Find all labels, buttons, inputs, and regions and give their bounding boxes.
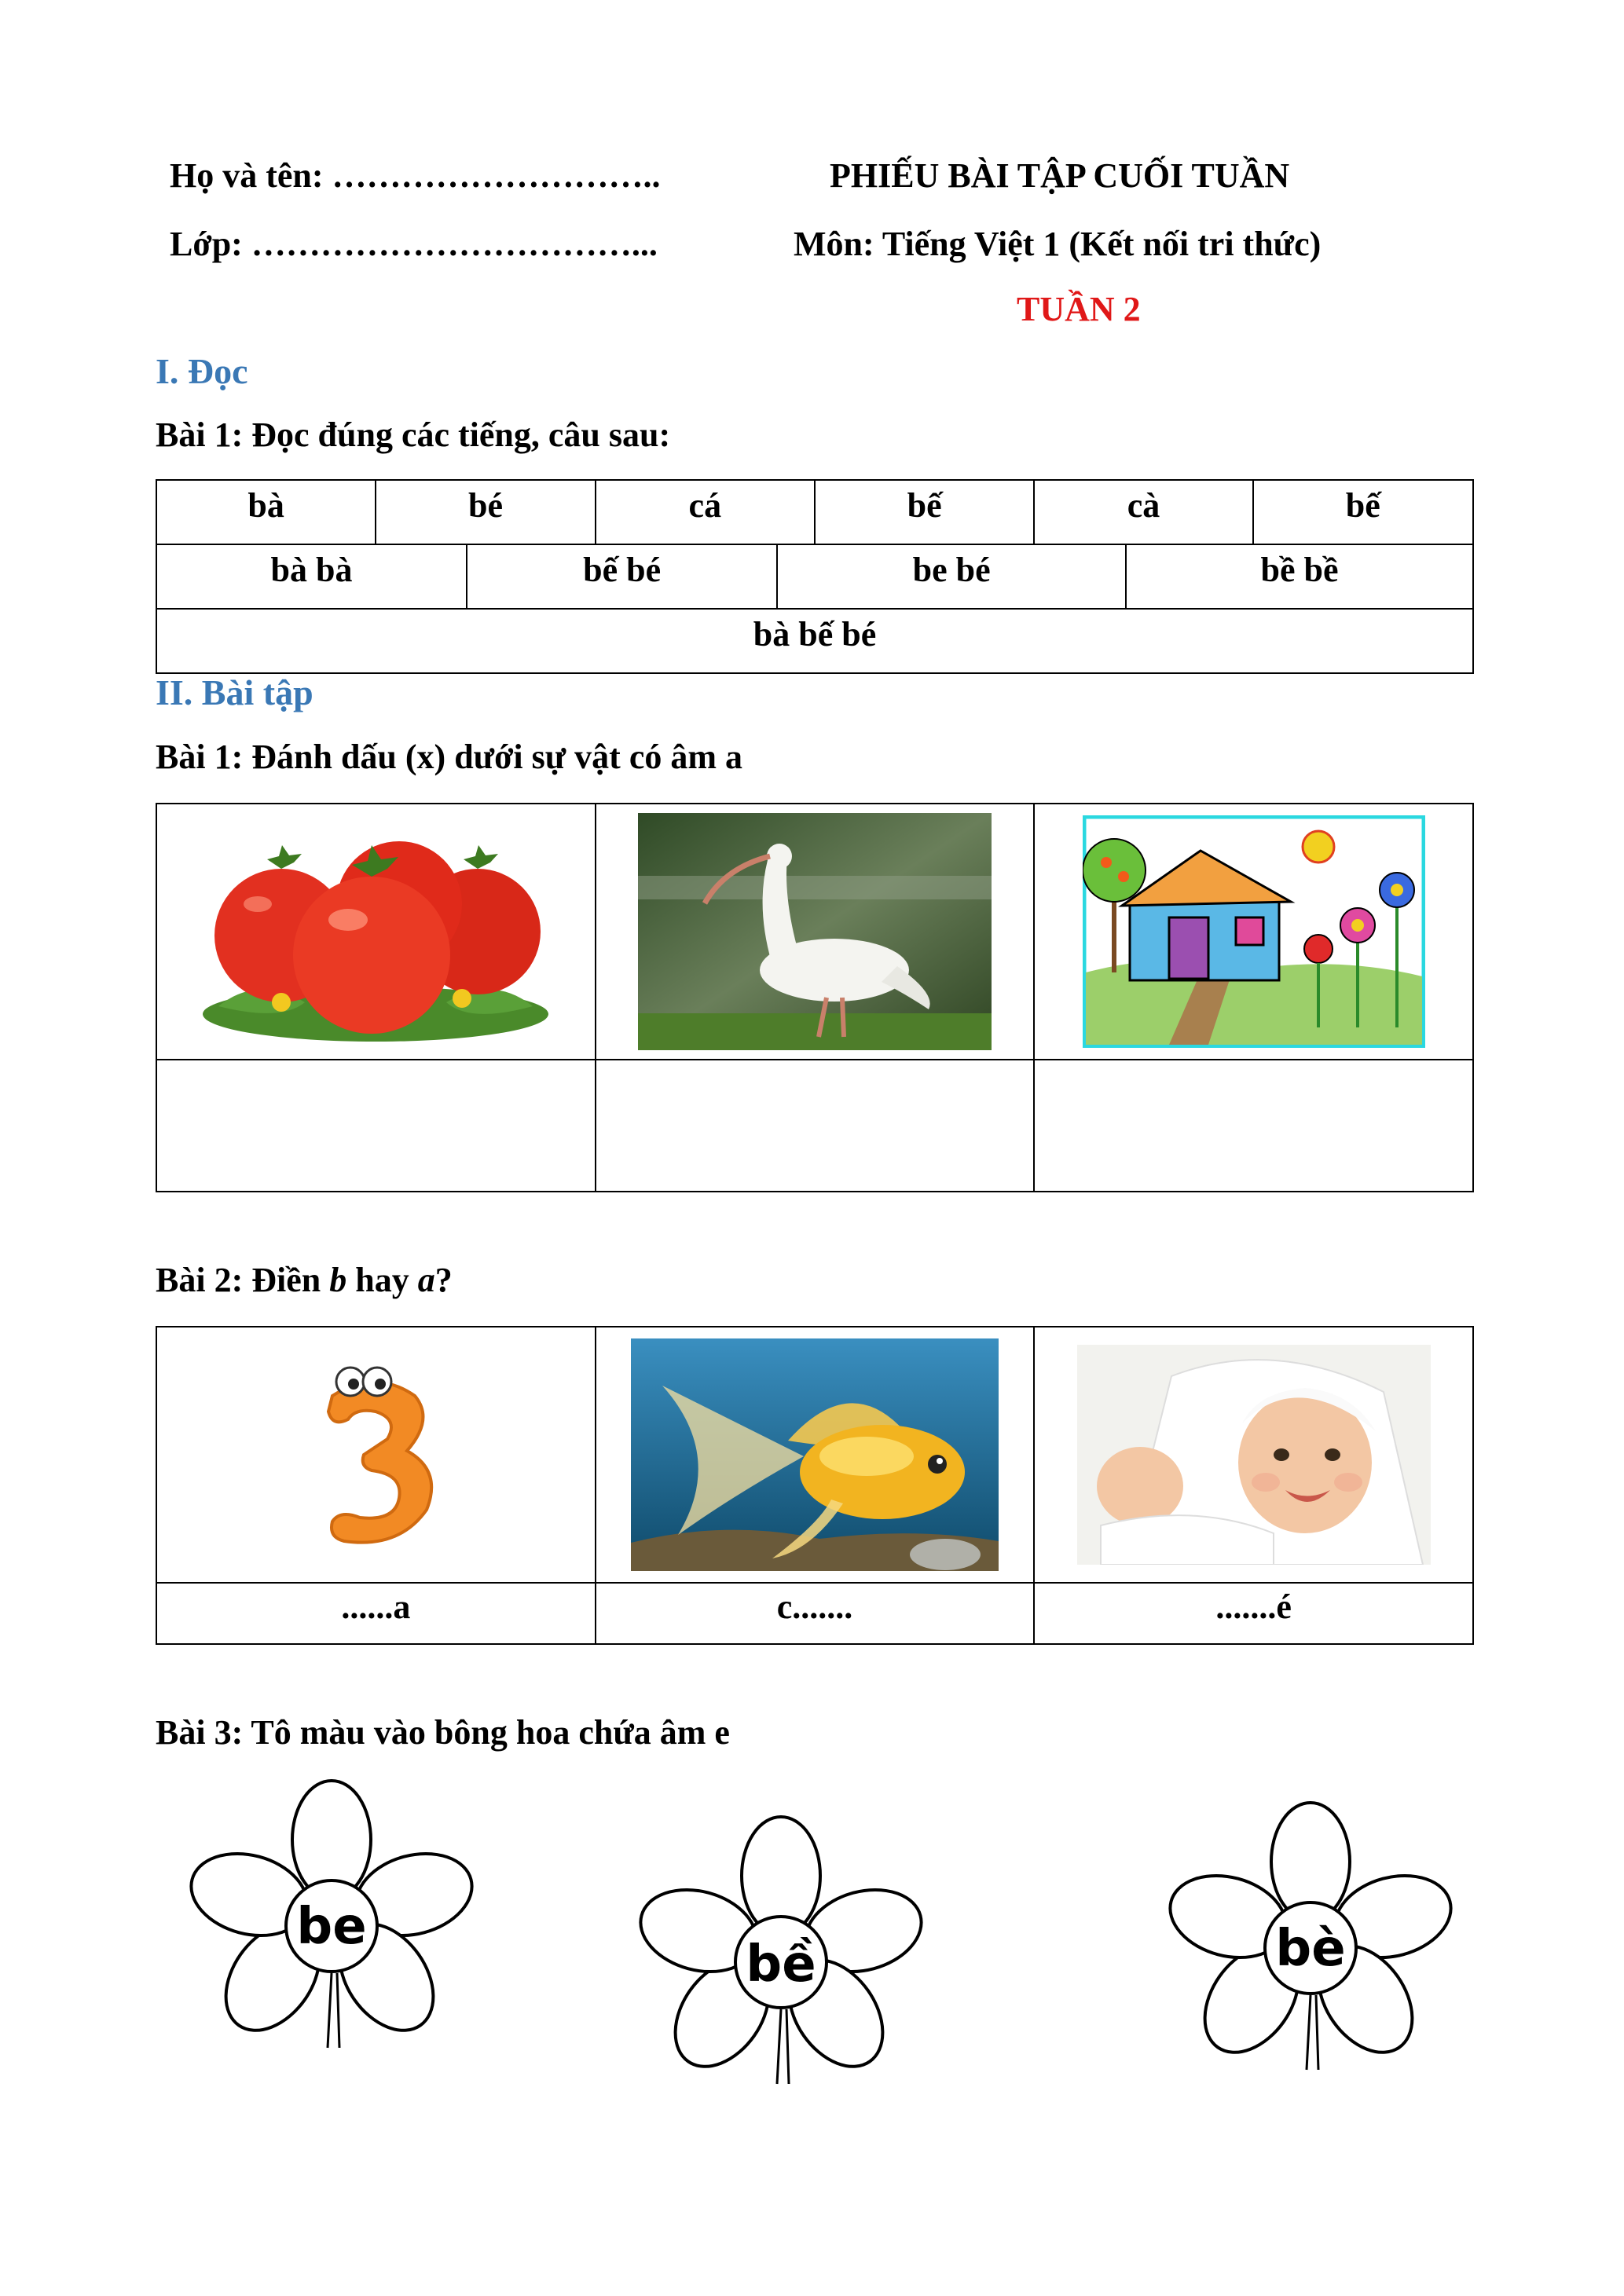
exercise1-grid xyxy=(156,803,1474,1192)
flower-be-huyen[interactable] xyxy=(1153,1799,1468,2082)
flower-outline-icon xyxy=(174,1777,489,2060)
section-exercises-heading: II. Bài tập xyxy=(156,672,313,712)
house-drawing-image xyxy=(1083,815,1425,1048)
reading-cell: cá xyxy=(596,481,816,544)
exercise2-title: Bài 2: Điền b hay a? xyxy=(156,1261,453,1299)
tomato-image xyxy=(195,818,556,1045)
house-cell xyxy=(1035,804,1472,1059)
mark-answer-cell[interactable] xyxy=(157,1060,596,1192)
flower-syllable: bề xyxy=(746,1935,816,1994)
exercise2-grid xyxy=(156,1326,1474,1645)
flower-outline-icon xyxy=(624,1813,938,2096)
fill-blank-cell[interactable] xyxy=(596,1584,1036,1645)
reading-cell: bế xyxy=(816,481,1035,544)
number-three-image xyxy=(258,1341,493,1569)
section-reading-heading: I. Đọc xyxy=(156,351,248,391)
subject-label: Môn: Tiếng Việt 1 (Kết nối tri thức) xyxy=(794,225,1322,263)
baby-cell xyxy=(1035,1327,1472,1582)
tomato-cell xyxy=(157,804,596,1059)
reading-cell: bà xyxy=(157,481,376,544)
flower-syllable: be xyxy=(296,1898,367,1956)
reading-table xyxy=(156,479,1474,674)
flower-be-huyen-circumflex[interactable] xyxy=(624,1813,938,2096)
reading-sentence: bà bế bé xyxy=(753,615,877,654)
number-three-cell xyxy=(157,1327,596,1582)
reading-cell: cà xyxy=(1035,481,1253,544)
bird-cell xyxy=(596,804,1036,1059)
fill-blank-cell[interactable] xyxy=(1035,1584,1472,1645)
reading-cell: bà bà xyxy=(157,545,467,608)
week-label: TUẦN 2 xyxy=(1017,290,1141,328)
reading-cell: bế xyxy=(1345,486,1380,525)
fill-blank-text: .......é xyxy=(1215,1587,1292,1626)
exercise1-title: Bài 1: Đánh dấu (x) dưới sự vật có âm a xyxy=(156,738,743,776)
fill-blank-text: c....... xyxy=(776,1587,853,1626)
baby-image xyxy=(1077,1345,1431,1565)
goldfish-image xyxy=(631,1338,999,1571)
white-ibis-bird-image xyxy=(638,813,992,1050)
flower-be[interactable] xyxy=(174,1777,489,2060)
name-field-label: Họ và tên: ……………………….. xyxy=(170,156,661,195)
worksheet-title: PHIẾU BÀI TẬP CUỐI TUẦN xyxy=(830,156,1290,195)
flower-syllable: bè xyxy=(1275,1920,1346,1978)
exercise3-title: Bài 3: Tô màu vào bông hoa chứa âm e xyxy=(156,1713,730,1752)
reading-cell: bề bề xyxy=(1260,551,1339,589)
class-field-label: Lớp: ……………………………... xyxy=(170,225,658,263)
mark-answer-cell[interactable] xyxy=(596,1060,1036,1192)
reading-cell: bé xyxy=(376,481,596,544)
mark-answer-cell[interactable] xyxy=(1035,1060,1472,1192)
fill-blank-text: ......a xyxy=(341,1587,411,1626)
flower-outline-icon xyxy=(1153,1799,1468,2082)
reading-cell: bế bé xyxy=(467,545,778,608)
fill-blank-cell[interactable] xyxy=(157,1584,596,1645)
reading-exercise-title: Bài 1: Đọc đúng các tiếng, câu sau: xyxy=(156,416,671,454)
reading-cell: be bé xyxy=(778,545,1127,608)
goldfish-cell xyxy=(596,1327,1036,1582)
